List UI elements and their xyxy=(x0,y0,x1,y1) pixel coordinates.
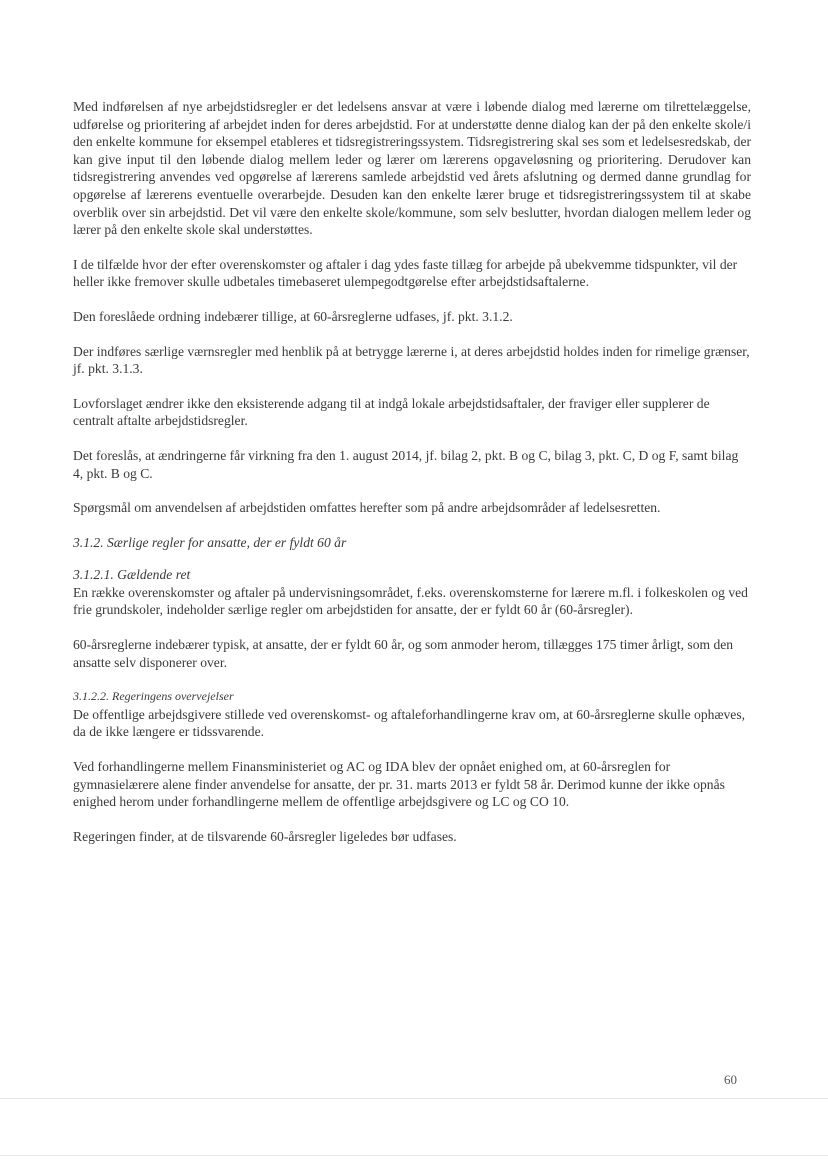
paragraph-overenskomster: En række overenskomster og aftaler på undervisningsområdet, f.eks. overenskomsterne for lærere m.fl. i folkeskolen og ved frie grundskoler, indeholder særlige regler om arbejdstiden for ansatte, der er fyldt 60 år (60-årsregler). xyxy=(73,584,748,618)
paragraph-tillaeg: I de tilfælde hvor der efter overenskomster og aftaler i dag ydes faste tillæg for arbejde på ubekvemme tidspunkter, vil der heller ikke fremover skulle udbetales timebaseret ulempegodtgørelse efter arbejdstidsaftalerne. xyxy=(73,256,738,290)
subsection-heading-regeringens-overvejelser: 3.1.2.2. Regeringens overvejelser xyxy=(73,689,234,704)
paragraph-dialog: Med indførelsen af nye arbejdstidsregler er det ledelsens ansvar at være i løbende dialog med lærerne om tilrettelæggelse, udførelse og prioritering af arbejdet inden for deres arbejdstid. For at understøtte denne dialog kan der på den enkelte skole/i den enkelte kommune for eksempel etableres et tidsregistreringssystem. Tidsregistrering skal ses som et ledelsesredskab, der kan give input til den løbende dialog mellem leder og lærer om lærerens opgaveløsning og prioritering. Derudover kan tidsregistrering anvendes ved opgørelse af lærerens samlede arbejdstid ved årets afslutning og dermed danne grundlag for opgørelse af lærerens eventuelle overarbejde. Desuden kan den enkelte lærer bruge et tidsregistreringssystem til at skabe overblik over sin arbejdstid. Det vil være den enkelte skole/kommune, som selv beslutter, hvordan dialogen mellem leder og lærer på den enkelte skole skal understøttes. xyxy=(73,99,752,238)
paragraph-60-aarsregler: Den foreslåede ordning indebærer tillige, at 60-årsreglerne udfases, jf. pkt. 3.1.2. xyxy=(73,308,513,324)
section-heading: 3.1.2. Særlige regler for ansatte, der er fyldt 60 år xyxy=(73,534,347,550)
paragraph-virkning: Det foreslås, at ændringerne får virkning fra den 1. august 2014, jf. bilag 2, pkt. B og C, bilag 3, pkt. C, D og F, samt bilag 4, pkt. B og C. xyxy=(73,447,739,481)
scan-edge-line xyxy=(0,1155,828,1156)
paragraph-forhandlinger: Ved forhandlingerne mellem Finansministeriet og AC og IDA blev der opnået enighed om, at 60-årsreglen for gymnasielærere alene finder anvendelse for ansatte, der pr. 31. marts 2013 er fyldt 58 år. Derimod kunne der ikke opnås enighed herom under forhandlingerne mellem de offentlige arbejdsgivere og LC og CO 10. xyxy=(73,759,725,810)
subsection-heading-gaeldende-ret: 3.1.2.1. Gældende ret xyxy=(73,567,191,583)
scan-edge-line xyxy=(0,1098,828,1099)
paragraph-vaernsregler: Der indføres særlige værnsregler med henblik på at betrygge lærerne i, at deres arbejdstid holdes inden for rimelige grænser, jf. pkt. 3.1.3. xyxy=(73,343,750,377)
paragraph-175-timer: 60-årsreglerne indebærer typisk, at ansatte, der er fyldt 60 år, og som anmoder herom, tillægges 175 timer årligt, som den ansatte selv disponerer over. xyxy=(73,637,734,670)
paragraph-lovforslag: Lovforslaget ændrer ikke den eksisterende adgang til at indgå lokale arbejdstidsaftaler, der fraviger eller supplerer de centralt aftalte arbejdstidsregler. xyxy=(73,395,710,429)
paragraph-offentlige-arbejdsgivere: De offentlige arbejdsgivere stillede ved overenskomst- og aftaleforhandlingerne krav om, at 60-årsreglerne skulle ophæves, da de ikke længere er tidssvarende. xyxy=(73,706,746,740)
paragraph-regeringen-finder: Regeringen finder, at de tilsvarende 60-årsregler ligeledes bør udfases. xyxy=(73,828,457,844)
document-page xyxy=(73,98,751,862)
paragraph-ledelsesret: Spørgsmål om anvendelsen af arbejdstiden omfattes herefter som på andre arbejdsområder af ledelsesretten. xyxy=(73,500,661,516)
page-number: 60 xyxy=(724,1072,737,1087)
